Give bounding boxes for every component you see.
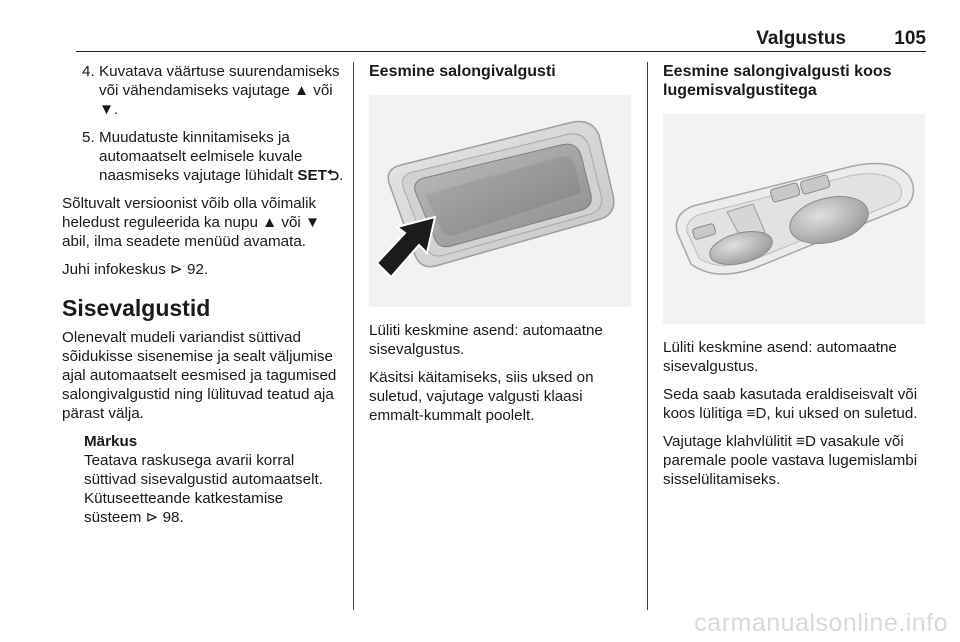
step-number: 5. <box>82 129 95 146</box>
section-heading: Sisevalgustid <box>62 295 211 321</box>
paragraph: Vajutage klahvlülitit ≡D vasakule või paremale poole vastava lugemislambi sisselülitamiseks. <box>663 433 918 488</box>
subsection-heading: Eesmine salongivalgusti <box>369 63 556 80</box>
column-divider-2 <box>647 62 648 610</box>
column-2 <box>369 62 637 434</box>
paragraph: Lüliti keskmine asend: automaatne sisevalgustus. <box>663 339 897 375</box>
column-1 <box>62 62 344 527</box>
step-number: 4. <box>82 63 95 80</box>
subsection-heading: Eesmine salongivalgusti koos lugemisvalgustitega <box>663 63 892 99</box>
page-header <box>76 28 926 50</box>
paragraph: Käsitsi käitamiseks, siis uksed on suletud, vajutage valgusti klaasi emmalt-kummalt poolelt. <box>369 369 594 424</box>
section-title: Valgustus <box>756 28 846 49</box>
step-text: Muudatuste kinnitamiseks ja automaatselt eelmisele kuvale naasmiseks vajutage lühidalt <box>99 129 303 184</box>
step-text: Kuvatava väärtuse suurendamiseks või vähendamiseks vajutage ▲ või ▼. <box>99 63 340 118</box>
step-list <box>62 62 344 185</box>
front-light-illustration <box>369 95 631 307</box>
watermark: carmanualsonline.info <box>694 609 948 637</box>
paragraph: Olenevalt mudeli variandist süttivad sõidukisse sisenemise ja sealt väljumise ajal automaatselt eesmised ja tagumised salongivalgustid ning lülituvad teatud aja pärast välja. <box>62 329 337 422</box>
paragraph: Seda saab kasutada eraldiseisvalt või koos lülitiga ≡D, kui uksed on suletud. <box>663 386 918 422</box>
header-rule <box>76 51 926 52</box>
step-text-end: . <box>339 167 344 184</box>
step-item <box>62 62 344 119</box>
paragraph: Lüliti keskmine asend: automaatne sisevalgustus. <box>369 322 603 358</box>
step-item <box>62 128 344 185</box>
note-title: Märkus <box>84 433 138 450</box>
note-text: Teatava raskusega avarii korral süttivad sisevalgustid automaatselt. Kütuseetteande katkestamise süsteem ⊳ 98. <box>84 452 323 526</box>
page-number: 105 <box>894 28 926 49</box>
cross-reference[interactable]: Juhi infokeskus ⊳ 92. <box>62 261 209 278</box>
return-icon: ⮌ <box>326 167 340 184</box>
note-box <box>62 432 344 527</box>
reading-lights-illustration <box>663 114 925 324</box>
column-divider-1 <box>353 62 354 610</box>
column-3 <box>663 62 931 498</box>
set-label: SET <box>297 167 327 184</box>
paragraph: Sõltuvalt versioonist võib olla võimalik heledust reguleerida ka nupu ▲ või ▼ abil, ilma seadete menüüd avamata. <box>62 195 321 250</box>
